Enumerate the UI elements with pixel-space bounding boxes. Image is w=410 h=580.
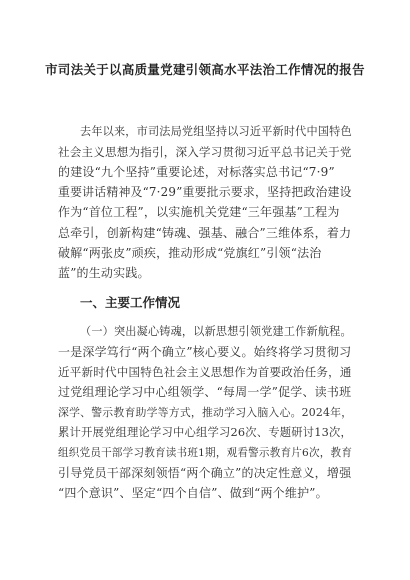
body-line-6: 累计开展党组理论学习中心组学习26次、专题研讨13次， bbox=[58, 426, 352, 439]
intro-line-2: 社会主义思想为指引，深入学习贯彻习近平总书记关于党 bbox=[58, 145, 352, 159]
intro-line-4: 重要讲话精神及“7·29”重要批示要求，坚持把政治建设 bbox=[58, 185, 352, 199]
body-line-8: 引导党员干部深刻领悟“两个确立”的决定性意义，增强 bbox=[58, 466, 352, 480]
intro-line-1: 去年以来，市司法局党组坚持以习近平新时代中国特色 bbox=[80, 125, 352, 138]
intro-line-6: 总牵引，创新构建“铸魂、强基、融合”三维体系，着力 bbox=[58, 226, 352, 240]
intro-line-5: 作为“首位工程”，以实施机关党建“三年强基”工程为 bbox=[58, 205, 340, 219]
intro-line-7: 破解“两张皮”顽疾，推动形成“党旗红”引领“法治 bbox=[58, 246, 322, 260]
intro-line-3: 的建设“九个坚持”重要论述，对标落实总书记“7·9” bbox=[58, 165, 335, 179]
body-line-1: （一）突出凝心铸魂，以新思想引领党建工作新航程。 bbox=[80, 325, 352, 338]
body-line-2: 一是深学笃行“两个确立”核心要义。始终将学习贯彻习 bbox=[58, 345, 352, 359]
body-line-5: 深学、警示教育助学等方式，推动学习入脑入心。2024年， bbox=[58, 406, 353, 419]
section-heading: 一、主要工作情况 bbox=[80, 295, 181, 310]
document-title: 市司法关于以高质量党建引领高水平法治工作情况的报告 bbox=[45, 62, 365, 77]
body-line-7: 组织党员干部学习教育读书班1期，观看警示教育片6次，教育 bbox=[58, 447, 353, 459]
intro-line-8: 蓝”的生动实践。 bbox=[58, 266, 150, 280]
body-line-4: 过党组理论学习中心组领学、“每周一学”促学、读书班 bbox=[58, 385, 352, 399]
body-line-9: “四个意识”、坚定“四个自信”、做到“两个维护”。 bbox=[58, 486, 328, 500]
body-line-3: 近平新时代中国特色社会主义思想作为首要政治任务，通 bbox=[58, 365, 352, 379]
